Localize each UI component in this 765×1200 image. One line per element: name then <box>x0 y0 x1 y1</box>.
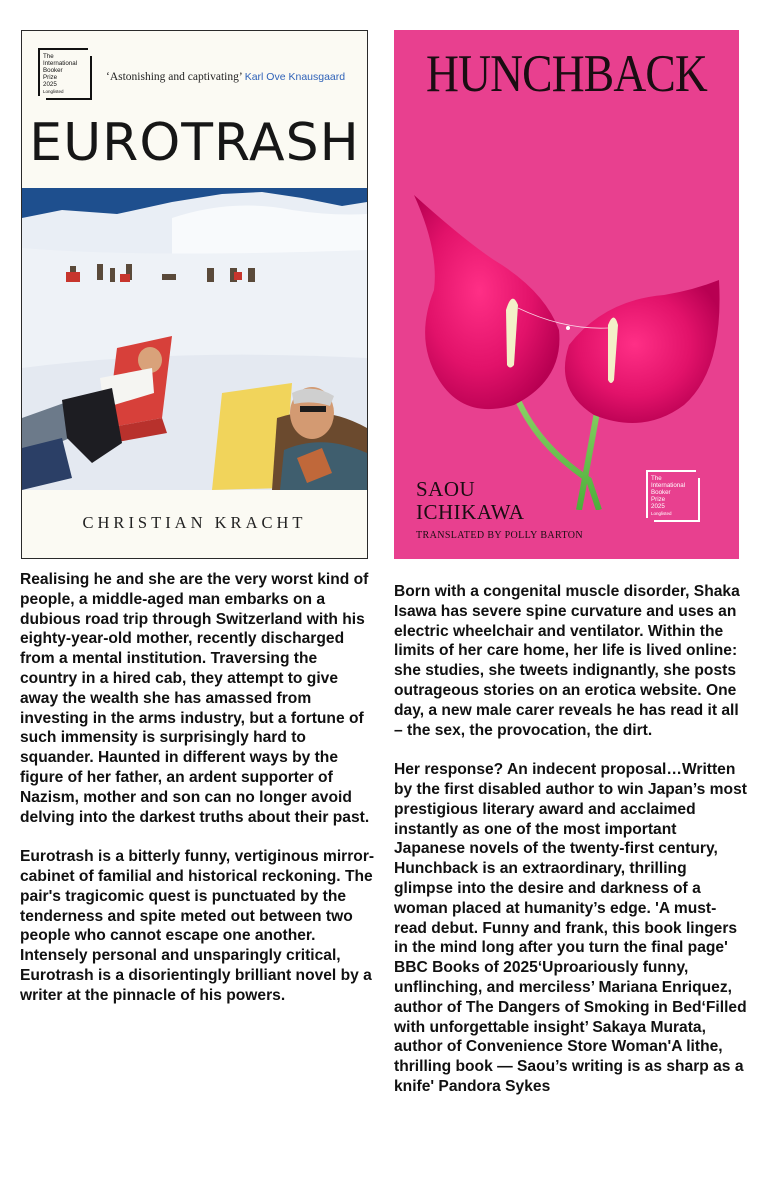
description-paragraph: Her response? An indecent proposal…Written by the first disabled author to win Japan’s most prestigious literary award and acclaimed instantly as one of the most important Japanese novels of the twenty-first century, Hunchback is an extraordinary, thrilling glimpse into the desire and darkness of a woman placed at humanity’s edge. 'A must-read debut. Funny and frank, this book lingers in the mind long after you turn the final page' BBC Books of 2025‘Uproariously funny, unflinching, and merciless’ Mariana Enriquez, author of The Dangers of Smoking in Bed‘Filled with unforgettable insight’ Sakaya Murata, author of Convenience Store Woman'A lithe, thrilling book — Saou’s writing is as sharp as a knife' Pandora Sykes <box>394 761 747 1095</box>
book-author: CHRISTIAN KRACHT <box>82 513 307 532</box>
cover-quote <box>106 71 345 83</box>
book-title: EUROTRASH <box>29 113 360 173</box>
badge-line: 2025 <box>651 503 665 510</box>
description-paragraph: Realising he and she are the very worst kind of people, a middle-aged man embarks on a dubious road trip through Switzerland with his eighty-year-old mother, recently discharged from a mental institution. Traversing the country in a hired cab, they attempt to give away the wealth she has amassed from investing in the arms industry, but a fortune of such immensity is surprisingly hard to squander. Haunted in different ways by the figure of her father, an ardent supporter of Nazism, mother and son can no longer avoid delving into the darkest truths about their past. <box>20 571 370 826</box>
quote-source: Karl Ove Knausgaard <box>244 71 346 83</box>
badge-status: Longlisted <box>43 89 64 94</box>
author-last-name: ICHIKAWA <box>416 500 525 524</box>
badge-line: 2025 <box>43 81 57 88</box>
book-author <box>416 478 524 524</box>
description-paragraph: Eurotrash is a bitterly funny, vertiginous mirror-cabinet of familial and historical reckoning. The pair's tragicomic quest is punctuated by the tenderness and spite meted out between two people who cannot escape one another. Intensely personal and unsparingly critical, Eurotrash is a disorientingly brilliant novel by a writer at the pinnacle of his powers. <box>20 848 375 1004</box>
badge-line: International <box>43 60 78 67</box>
booker-prize-badge <box>38 48 88 96</box>
cover-art-anthurium-flowers <box>394 180 739 510</box>
book-description-eurotrash <box>20 570 376 1025</box>
author-first-name: SAOU <box>416 477 476 501</box>
book-cover-hunchback <box>394 30 739 559</box>
badge-line: The <box>651 475 662 482</box>
badge-line: Prize <box>651 496 666 503</box>
book-cover-eurotrash <box>21 30 368 559</box>
badge-line: Prize <box>43 74 58 81</box>
quote-text: ‘Astonishing and captivating’ <box>106 71 242 83</box>
description-paragraph: Born with a congenital muscle disorder, Shaka Isawa has severe spine curvature and uses an electric wheelchair and ventilator. Within the limits of her care home, her life is lived online: she studies, she tweets indignantly, she posts outrageous stories on an erotica website. One day, a new male carer reveals he has read it all – the sex, the provocation, the dirt. <box>394 583 740 739</box>
badge-line: Booker <box>43 67 63 74</box>
booker-prize-badge <box>646 470 696 518</box>
badge-line: Booker <box>651 489 671 496</box>
translator-credit: TRANSLATED BY POLLY BARTON <box>416 530 584 541</box>
badge-line: International <box>651 482 686 489</box>
badge-line: The <box>43 53 54 60</box>
book-description-hunchback <box>394 582 749 1117</box>
book-title: HUNCHBACK <box>426 45 707 103</box>
cover-photo-snow-sunbathers <box>22 188 367 490</box>
badge-status: Longlisted <box>651 511 672 516</box>
